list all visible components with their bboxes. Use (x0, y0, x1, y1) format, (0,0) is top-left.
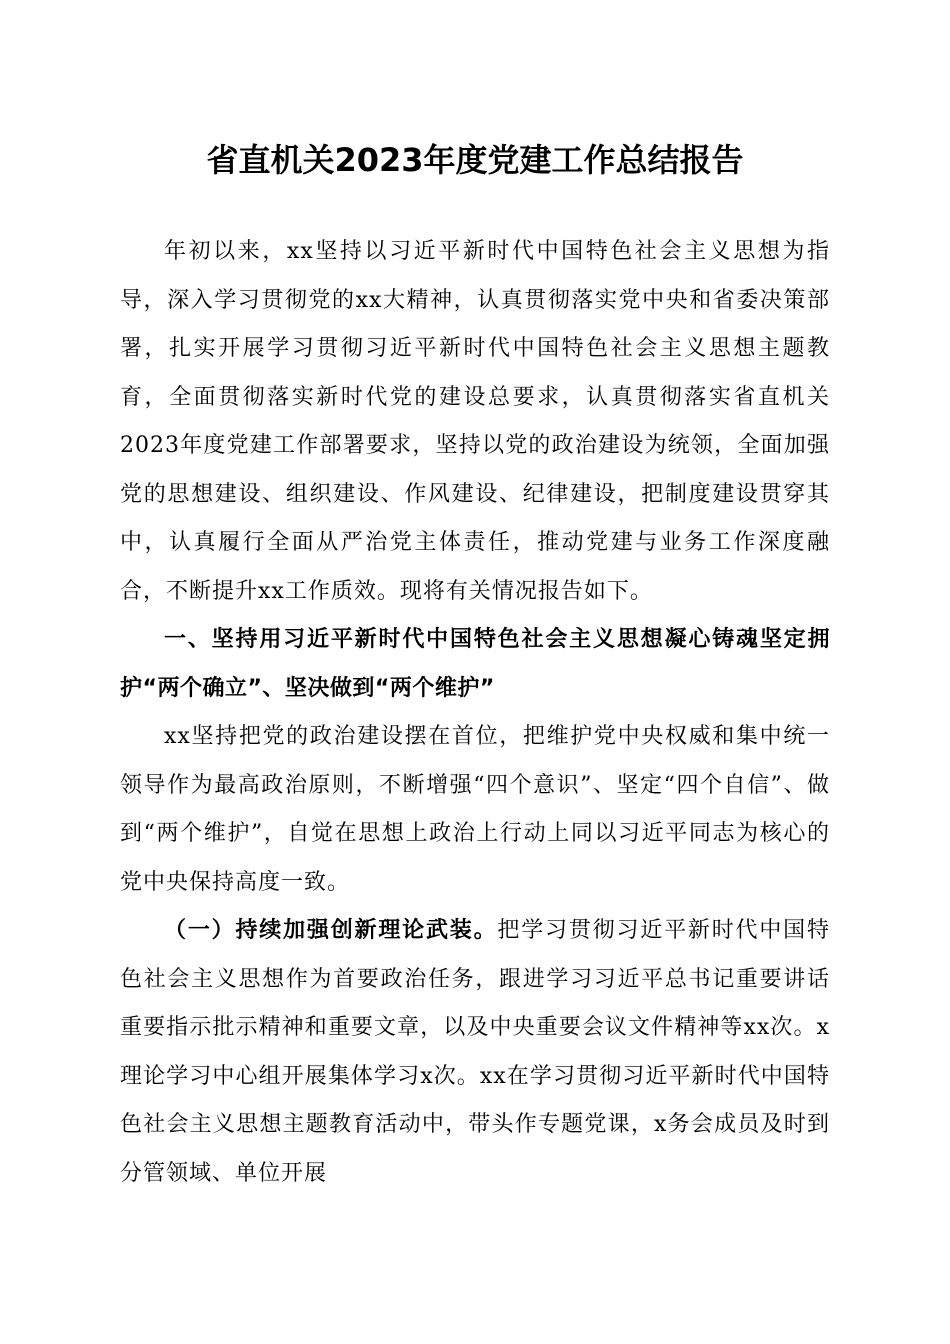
document-body (120, 228, 830, 1198)
intro-paragraph: 年初以来，xx坚持以习近平新时代中国特色社会主义思想为指导，深入学习贯彻党的xx大精神，认真贯彻落实党中央和省委决策部署，扎实开展学习贯彻习近平新时代中国特色社会主义思想主题教育，全面贯彻落实新时代党的建设总要求，认真贯彻落实省直机关2023年度党建工作部署要求，坚持以党的政治建设为统领，全面加强党的思想建设、组织建设、作风建设、纪律建设，把制度建设贯穿其中，认真履行全面从严治党主体责任，推动党建与业务工作深度融合，不断提升xx工作质效。现将有关情况报告如下。 (120, 239, 830, 604)
subsection-1-heading: （一）持续加强创新理论武装。 (164, 918, 498, 943)
subsection-1-text: 把学习贯彻习近平新时代中国特色社会主义思想作为首要政治任务，跟进学习习近平总书记重要讲话重要指示批示精神和重要文章，以及中央重要会议文件精神等xx次。x理论学习中心组开展集体学习x次。xx在学习贯彻习近平新时代中国特色社会主义思想主题教育活动中，带头作专题党课，x务会成员及时到分管领域、单位开展 (120, 918, 830, 1186)
document-title: 省直机关2023年度党建工作总结报告 (206, 141, 744, 179)
section-1-heading: 一、坚持用习近平新时代中国特色社会主义思想凝心铸魂坚定拥护“两个确立”、坚决做到“两个维护” (120, 627, 830, 701)
section-1-paragraph: xx坚持把党的政治建设摆在首位，把维护党中央权威和集中统一领导作为最高政治原则，不断增强“四个意识”、坚定“四个自信”、做到“两个维护”，自觉在思想上政治上行动上同以习近平同志为核心的党中央保持高度一致。 (120, 724, 830, 895)
subsection-1-paragraph (120, 907, 830, 1198)
